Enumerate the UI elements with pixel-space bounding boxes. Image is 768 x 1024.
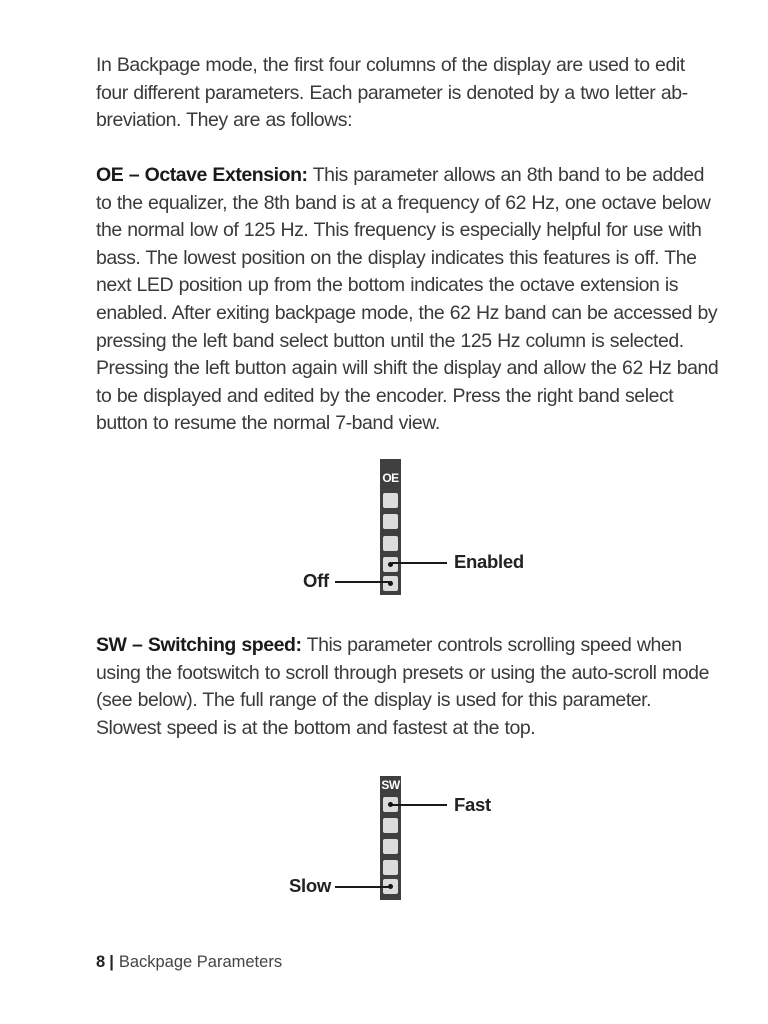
page-number: 8 (96, 953, 106, 971)
oe-led-column (380, 459, 401, 595)
oe-led-enabled (383, 557, 398, 572)
oe-heading: OE – Octave Extension: (96, 164, 308, 186)
sw-fast-leader (392, 804, 447, 806)
sw-heading: SW – Switching speed: (96, 634, 302, 656)
footer-separator: | (109, 953, 114, 971)
sw-slow-callout: Slow (289, 875, 331, 896)
sw-fast-callout: Fast (454, 794, 491, 815)
footer-section-title: Backpage Parameters (118, 953, 283, 971)
oe-led-3 (383, 514, 398, 529)
intro-paragraph: In Backpage mode, the first four columns of the display are used to edit four different parameters. Each parameter is denoted by a two letter ab-breviation. They are as follows: (96, 54, 688, 132)
sw-led-4 (383, 818, 398, 833)
oe-paragraph (96, 162, 720, 438)
oe-off-leader (335, 581, 392, 583)
oe-off-callout: Off (303, 570, 329, 591)
sw-body: This parameter controls scrolling speed when using the footswitch to scroll through presets or using the auto-scroll mode (see below). The full range of the display is used for this parameter. Slowest speed is at the bottom and fastest at the top. (96, 634, 709, 739)
oe-led-off (383, 576, 398, 591)
oe-enabled-leader (392, 562, 447, 564)
oe-enabled-callout: Enabled (454, 551, 524, 572)
oe-body: This parameter allows an 8th band to be added to the equalizer, the 8th band is at a frequency of 62 Hz, one octave below the normal low of 125 Hz. This frequency is especially helpful for use with bass. The lowest position on the display indicates this features is off. The next LED position up from the bottom indicates the octave extension is enabled. After exiting backpage mode, the 62 Hz band can be accessed by pressing the left band select button until the 125 Hz column is selected. Pressing the left button again will shift the display and allow the 62 Hz band to be displayed and edited by the encoder. Press the right band select button to resume the normal 7-band view. (96, 164, 719, 435)
oe-led-4 (383, 493, 398, 508)
sw-column-label: SW (381, 778, 400, 792)
sw-led-column (380, 776, 401, 900)
oe-column-label: OE (382, 471, 399, 485)
sw-paragraph (96, 632, 720, 742)
sw-slow-leader (335, 886, 392, 888)
page-footer (96, 952, 282, 972)
oe-led-2 (383, 536, 398, 551)
sw-led-3 (383, 839, 398, 854)
sw-led-2 (383, 860, 398, 875)
